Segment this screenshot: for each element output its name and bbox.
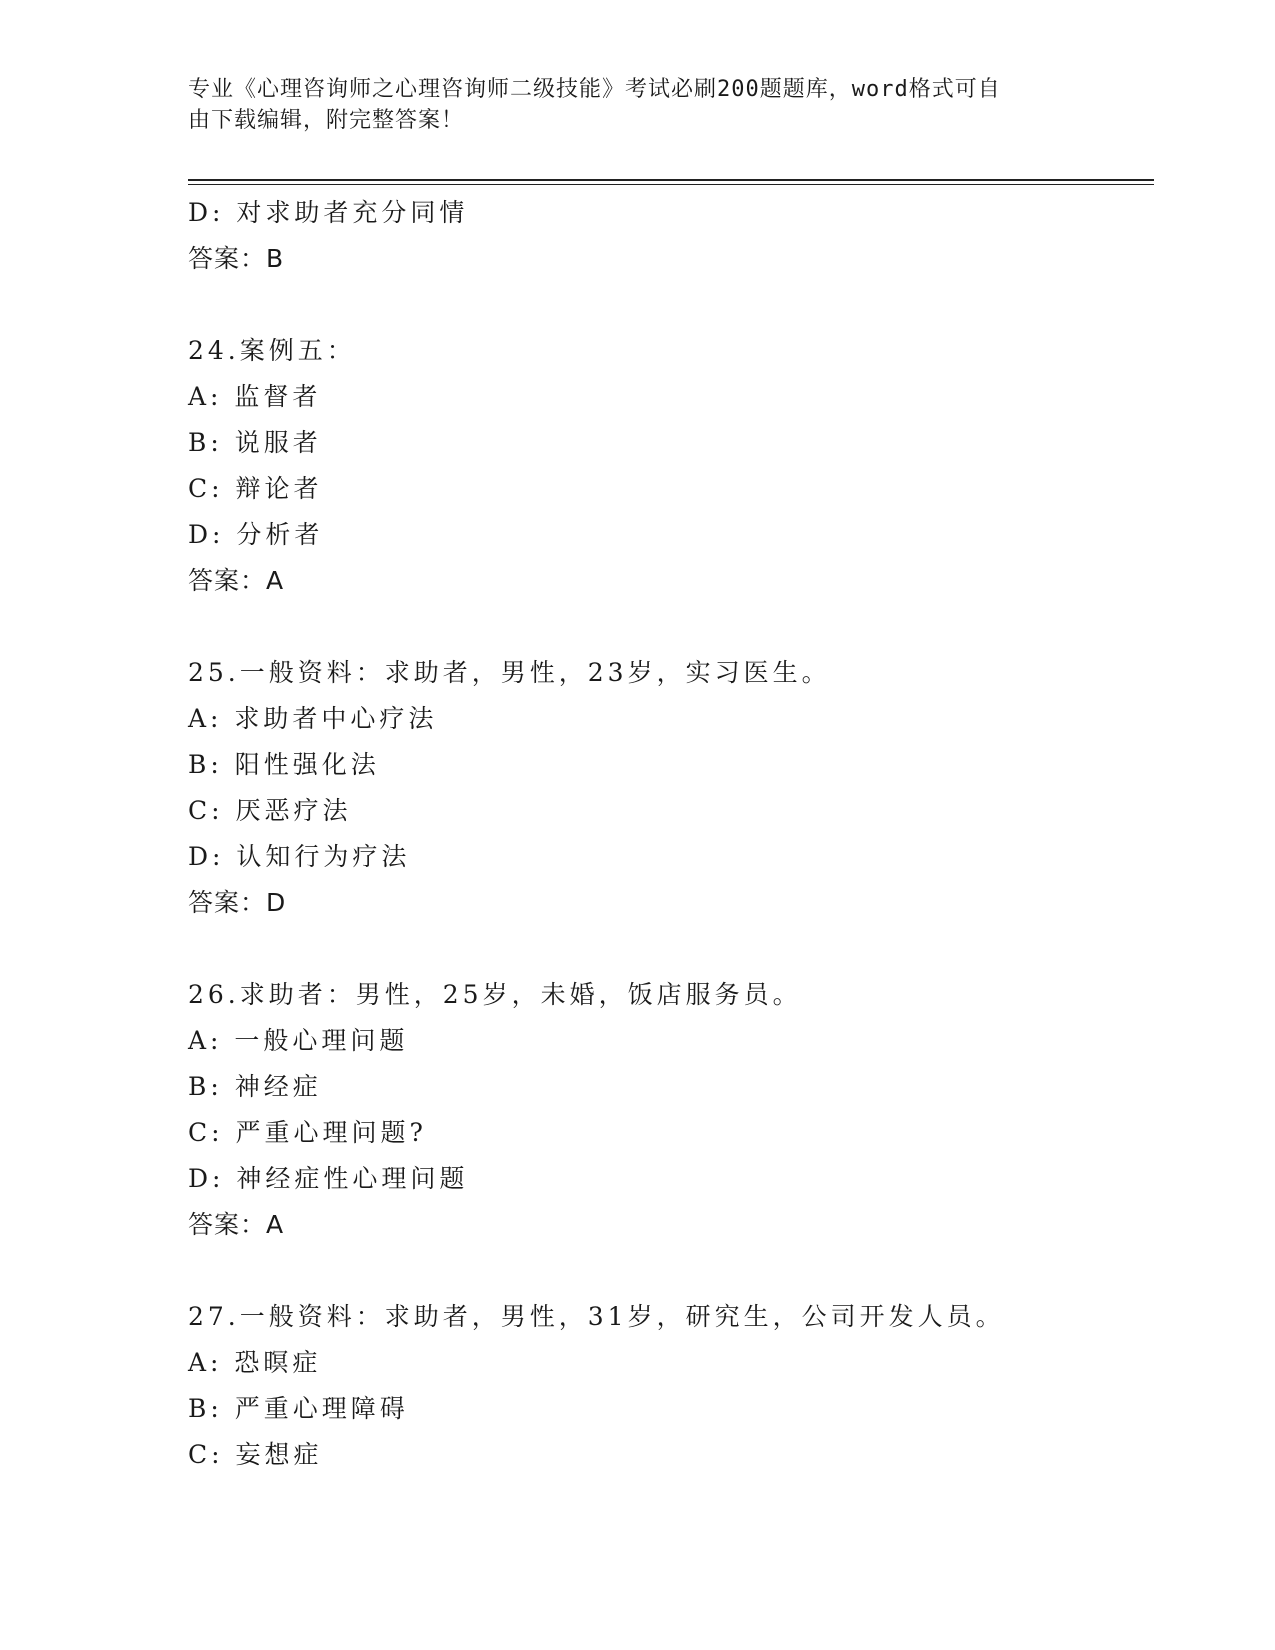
document-header: [188, 74, 1088, 136]
header-line-2: 由下载编辑，附完整答案！: [188, 108, 465, 133]
option-b: B: 说服者: [188, 428, 322, 457]
option-b: B: 严重心理障碍: [188, 1394, 409, 1423]
question-24: [188, 328, 1148, 604]
option-a: A: 监督者: [188, 382, 322, 411]
answer-line: 答案：D: [188, 888, 287, 917]
spacer: [188, 926, 1148, 972]
option-b: B: 神经症: [188, 1072, 322, 1101]
question-list: [188, 190, 1148, 1478]
answer-line: 答案：B: [188, 244, 285, 273]
question-stem: 27.一般资料：求助者，男性，31岁，研究生，公司开发人员。: [188, 1302, 1005, 1331]
option-a: A: 恐暝症: [188, 1348, 322, 1377]
spacer: [188, 282, 1148, 328]
spacer: [188, 604, 1148, 650]
option-c: C: 辩论者: [188, 474, 323, 503]
answer-line: 答案：A: [188, 1210, 285, 1239]
question-23-continued: [188, 190, 1148, 282]
header-line-1: 专业《心理咨询师之心理咨询师二级技能》考试必刷200题题库，word格式可自: [188, 77, 1001, 102]
option-b: B: 阳性强化法: [188, 750, 380, 779]
option-a: A: 一般心理问题: [188, 1026, 409, 1055]
option-d: D: 神经症性心理问题: [188, 1164, 469, 1193]
question-stem: 26.求助者：男性，25岁，未婚，饭店服务员。: [188, 980, 802, 1009]
option-c: C: 厌恶疗法: [188, 796, 352, 825]
option-d: D: 分析者: [188, 520, 324, 549]
option-c: C: 严重心理问题?: [188, 1118, 427, 1147]
option-d: D: 认知行为疗法: [188, 842, 411, 871]
question-26: [188, 972, 1148, 1248]
question-stem: 25.一般资料：求助者，男性，23岁，实习医生。: [188, 658, 831, 687]
header-divider-thin: [188, 184, 1154, 185]
spacer: [188, 1248, 1148, 1294]
question-25: [188, 650, 1148, 926]
question-27: [188, 1294, 1148, 1478]
header-divider-thick: [188, 179, 1154, 181]
question-stem: 24.案例五：: [188, 336, 356, 365]
option-d: D: 对求助者充分同情: [188, 198, 469, 227]
option-a: A: 求助者中心疗法: [188, 704, 438, 733]
option-c: C: 妄想症: [188, 1440, 323, 1469]
answer-line: 答案：A: [188, 566, 285, 595]
